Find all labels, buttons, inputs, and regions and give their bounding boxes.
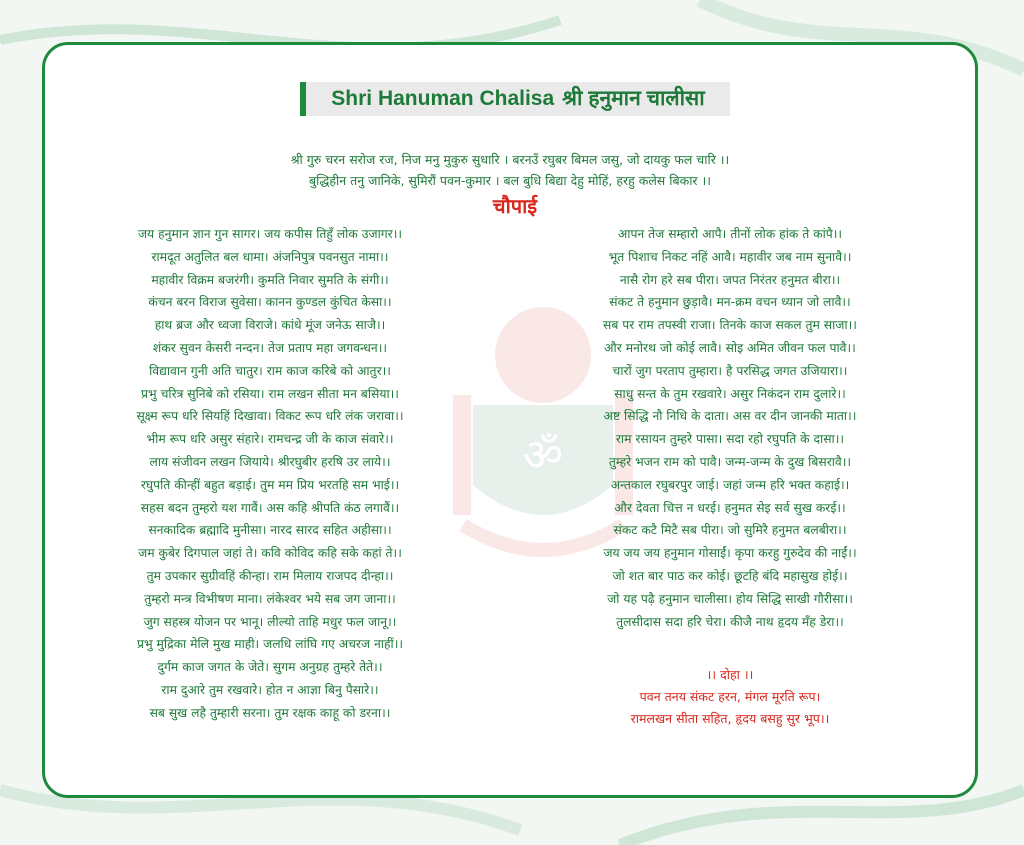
verse-line: तुलसीदास सदा हरि चेरा। कीजै नाथ हृदय मँह डेरा।। xyxy=(616,614,844,629)
verse-line: तुम्हरे भजन राम को पावै। जन्म-जन्म के दुख बिसरावै।। xyxy=(608,454,852,469)
svg-text:ॐ: ॐ xyxy=(522,430,564,481)
verse-line: और देवता चित्त न धरई। हनुमत सेइ सर्व सुख करई।। xyxy=(614,500,846,515)
verse-line: जो यह पढ़ै हनुमान चालीसा। होय सिद्धि साखी गौरीसा।। xyxy=(607,591,853,606)
verse-line: राम दुआरे तुम रखवारे। होत न आज्ञा बिनु पैसारे।। xyxy=(161,682,379,697)
verse-line: प्रभु चरित्र सुनिबे को रसिया। राम लखन सीता मन बसिया।। xyxy=(141,386,399,401)
verse-line: रामदूत अतुलित बल धामा। अंजनिपुत्र पवनसुत नामा।। xyxy=(151,249,389,264)
verse-line: प्रभु मुद्रिका मेलि मुख माही। जलधि लांघि गए अचरज नाहीं।। xyxy=(136,637,404,652)
title-hindi: श्री हनुमान चालीसा xyxy=(562,87,705,110)
verse-line: सब पर राम तपस्वी राजा। तिनके काज सकल तुम साजा।। xyxy=(603,318,857,333)
verse-line: जो शत बार पाठ कर कोई। छूटहि बंदि महासुख होई।। xyxy=(612,568,848,583)
verse-line: महावीर विक्रम बजरंगी। कुमति निवार सुमति के संगी।। xyxy=(151,272,389,287)
verse-line: सहस बदन तुम्हरो यश गावैं। अस कहि श्रीपति कंठ लगावैं।। xyxy=(140,500,400,515)
verse-line: दुर्गम काज जगत के जेते। सुगम अनुग्रह तुम्हरे तेते।। xyxy=(157,660,383,675)
verse-line: विद्यावान गुनी अति चातुर। राम काज करिबे को आतुर।। xyxy=(149,363,391,378)
verse-line: लाय संजीवन लखन जियाये। श्रीरघुबीर हरषि उर लाये।। xyxy=(149,454,391,469)
verse-line: भीम रूप धरि असुर संहारे। रामचन्द्र जी के काज संवारे।। xyxy=(146,432,394,447)
chaupai-heading: चौपाई xyxy=(492,194,538,218)
verse-line: तुम उपकार सुग्रीवहिं कीन्हा। राम मिलाय राजपद दीन्हा।। xyxy=(146,568,394,583)
closing-doha xyxy=(540,664,920,730)
verse-line: आपन तेज सम्हारो आपै। तीनों लोक हांक ते कांपै।। xyxy=(617,227,843,241)
verse-line: संकट ते हनुमान छुड़ावै। मन-क्रम वचन ध्यान जो लावै।। xyxy=(609,295,851,310)
verse-line: तुम्हरो मन्त्र विभीषण माना। लंकेश्वर भये सब जग जाना।। xyxy=(144,591,396,606)
verse-line: जय जय जय हनुमान गोसाईं। कृपा करहु गुरुदेव की नाईं।। xyxy=(603,546,857,561)
verse-line: सनकादिक ब्रह्मादि मुनीसा। नारद सारद सहित अहीसा।। xyxy=(148,523,392,538)
verse-line: शंकर सुवन केसरी नन्दन। तेज प्रताप महा जगवन्धन।। xyxy=(152,340,388,355)
verse-line: नासै रोग हरे सब पीरा। जपत निरंतर हनुमत बीरा।। xyxy=(619,272,841,287)
chalisa-card xyxy=(42,42,978,798)
verse-line: सब सुख लहै तुम्हारी सरना। तुम रक्षक काहू को डरना।। xyxy=(149,705,391,720)
title-english: Shri Hanuman Chalisa xyxy=(331,87,555,110)
verse-line: भूत पिशाच निकट नहिं आवै। महावीर जब नाम सुनावै।। xyxy=(608,249,852,264)
verse-line: संकट कटै मिटै सब पीरा। जो सुमिरै हनुमत बलबीरा।। xyxy=(613,523,847,538)
verse-line: अन्तकाल रघुबरपुर जाई। जहां जन्म हरि भक्त कहाई।। xyxy=(610,477,850,492)
verse-line: कंचन बरन विराज सुवेसा। कानन कुण्डल कुंचित केसा।। xyxy=(148,295,392,310)
verse-line: जम कुबेर दिगपाल जहां ते। कवि कोविद कहि सके कहां ते।। xyxy=(138,546,402,561)
closing-doha-heading: ।। दोहा ।। xyxy=(706,667,754,682)
closing-doha-line-1: पवन तनय संकट हरन, मंगल मूरति रूप। xyxy=(639,689,821,704)
verse-line: साधु सन्त के तुम रखवारे। असुर निकंदन राम दुलारे।। xyxy=(614,386,846,401)
verse-line: हाथ ब्रज और ध्वजा विराजे। कांधे मूंज जनेऊ साजै।। xyxy=(154,318,386,333)
verse-line: अष्ट सिद्धि नौ निधि के दाता। अस वर दीन जानकी माता।। xyxy=(603,409,857,424)
verse-line: जय हनुमान ज्ञान गुन सागर। जय कपीस तिहुँ लोक उजागर।। xyxy=(137,227,403,241)
verse-line: और मनोरथ जो कोई लावै। सोइ अमित जीवन फल पावै।। xyxy=(604,340,856,355)
verse-line: रघुपति कीन्हीं बहुत बड़ाई। तुम मम प्रिय भरतहि सम भाई।। xyxy=(140,477,400,492)
left-verse-column xyxy=(60,223,480,725)
closing-doha-line-2: रामलखन सीता सहित, हृदय बसहु सुर भूप।। xyxy=(630,711,830,726)
right-verse-column xyxy=(520,223,940,633)
opening-doha-line-2: बुद्धिहीन तनु जानिके, सुमिरौं पवन-कुमार । बल बुधि बिद्या देहु मोहिं, हरहु कलेस बिकार ।। xyxy=(308,173,711,188)
verse-line: चारों जुग परताप तुम्हारा। है परसिद्ध जगत उजियारा।। xyxy=(612,363,848,378)
opening-doha-line-1: श्री गुरु चरन सरोज रज, निज मनु मुकुरु सुधारि । बरनउँ रघुबर बिमल जसु, जो दायकु फल चारि ।। xyxy=(290,152,730,167)
verse-line: राम रसायन तुम्हरे पासा। सदा रहो रघुपति के दासा।। xyxy=(615,432,845,447)
verse-line: जुग सहस्त्र योजन पर भानू। लील्यो ताहि मधुर फल जानू।। xyxy=(143,614,397,629)
page-title xyxy=(300,82,730,116)
verse-line: सूक्ष्म रूप धरि सियहिं दिखावा। विकट रूप धरि लंक जरावा।। xyxy=(136,409,404,424)
